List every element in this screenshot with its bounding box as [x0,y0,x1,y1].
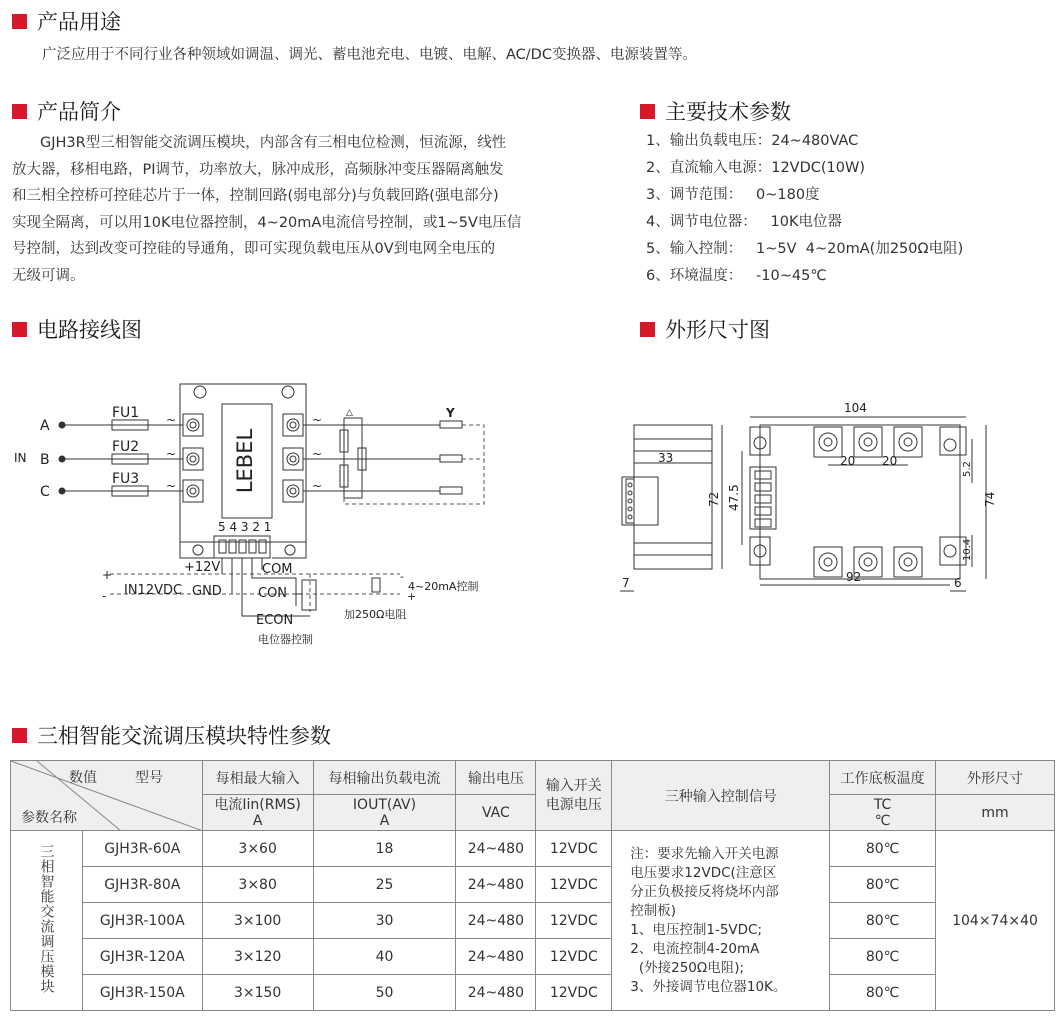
table-row: 三相智能交流调压模块 GJH3R-60A 3×60 18 24~480 12VDC 注：要求先输入开关电源 电压要求12VDC(注意区 分正负极接反将烧坏内部 控制板) 1、电压控制1-5VDC; 2、电流控制4-20mA (外接250Ω电阻); 3、外接调节电位器10K。 80℃ 104×74×40 [11,831,1055,867]
dim-20b: 20 [882,454,898,468]
header-iout: 每相输出负载电流 [313,761,456,795]
ma-control-label: 4~20mA控制 [408,580,479,593]
dim-6: 6 [954,576,962,590]
svg-text:-: - [102,589,107,603]
header-iout-unit: IOUT(AV) A [313,795,456,831]
header-vout-unit: VAC [456,795,536,831]
dim-104: 104 [844,401,867,415]
dim-72: 72 [707,491,721,507]
spec-item: 2、直流输入电源：12VDC(10W) [646,160,865,176]
usage-text: 广泛应用于不同行业各种领域如调温、调光、蓄电池充电、电镀、电解、AC/DC变换器、电源装置等。 [42,47,697,63]
size-cell: 104×74×40 [936,831,1055,1011]
gnd-label: GND [192,584,222,599]
fuse1-label: FU1 [112,405,140,421]
resistor-label: 加250Ω电阻 [344,608,407,621]
header-vout: 输出电压 [456,761,536,795]
phase-c-label: C [40,484,50,500]
pot-label: 电位器控制 [258,633,313,646]
header-control: 三种输入控制信号 [612,761,830,831]
p12v-label: +12V [184,560,221,575]
table-row: GJH3R-150A 3×150 50 24~480 12VDC 80℃ [11,975,1055,1011]
dim-20a: 20 [840,454,856,468]
header-temp: 工作底板温度 [830,761,936,795]
header-size: 外形尺寸 [936,761,1055,795]
con-label: CON [258,586,288,601]
pin-numbers: 5 4 3 2 1 [218,520,272,534]
com-label: COM [262,562,293,577]
red-square-icon [640,322,655,337]
red-square-icon [12,104,27,119]
control-note: 注：要求先输入开关电源 电压要求12VDC(注意区 分正负极接反将烧坏内部 控制板) 1、电压控制1-5VDC; 2、电流控制4-20mA (外接250Ω电阻); 3、外接调节电位器10K。 [612,831,830,1011]
spec-item: 4、调节电位器： 10K电位器 [646,214,843,230]
section-title-usage: 产品用途 [12,6,121,36]
intro-text: GJH3R型三相智能交流调压模块，内部含有三相电位检测，恒流源，线性 放大器，移相电路，PI调节，功率放大，脉冲成形，高频脉冲变压器隔离触发 和三相全控桥可控硅芯片于一体，控制回路(弱电部分)与负载回路(强电部分) 实现全隔离，可以用10K电位器控制，4~20mA电流信号控制，或1~5V电压信 号控制，达到改变可控硅的导通角，即可实现负载电压从0V到电网全电压的 无级可调。 [12,135,522,284]
dim-5-2: 5.2 [962,461,973,477]
svg-text:~: ~ [312,447,323,461]
params-table [10,760,1055,1011]
group-label-cell: 三相智能交流调压模块 [11,831,83,1011]
in12vdc-label: IN12VDC [124,583,183,598]
in-label: IN [14,451,27,465]
dim-47-5: 47.5 [727,484,741,511]
header-vin: 输入开关电源电压 [536,761,612,831]
table-row: GJH3R-100A 3×100 30 24~480 12VDC 80℃ [11,903,1055,939]
spec-item: 1、输出负载电压：24~480VAC [646,133,859,149]
spec-item: 3、调节范围： 0~180度 [646,187,820,203]
header-diagonal-cell [11,761,203,831]
specs-list [646,128,963,290]
spec-item: 5、输入控制： 1~5V 4~20mA(加250Ω电阻) [646,241,964,257]
brand-label: LEBEL [233,428,257,494]
section-title-table: 三相智能交流调压模块特性参数 [12,720,331,750]
svg-text:~: ~ [312,413,323,427]
section-title-specs: 主要技术参数 [640,96,791,126]
dim-92: 92 [846,570,862,584]
fuse2-label: FU2 [112,439,140,455]
red-square-icon [12,728,27,743]
red-square-icon [640,104,655,119]
svg-text:+: + [102,568,113,582]
header-iin-unit: 电流Iin(RMS) A [202,795,313,831]
table-row: GJH3R-120A 3×120 40 24~480 12VDC 80℃ [11,939,1055,975]
header-value: 数值 [69,770,97,786]
svg-text:~: ~ [166,413,177,427]
wiring-diagram [0,370,500,660]
spec-item: 6、环境温度： -10~45℃ [646,268,827,284]
red-square-icon [12,14,27,29]
dim-7: 7 [622,576,630,590]
header-size-unit: mm [936,795,1055,831]
svg-text:~: ~ [166,447,177,461]
header-param: 参数名称 [21,810,77,826]
econ-label: ECON [256,613,294,628]
header-temp-unit: TC ℃ [830,795,936,831]
table-row: GJH3R-80A 3×80 25 24~480 12VDC 80℃ [11,867,1055,903]
header-model: 型号 [135,770,163,786]
dim-33: 33 [658,451,674,465]
phase-b-label: B [40,452,50,468]
svg-text:~: ~ [166,479,177,493]
dim-10-4: 10.4 [962,538,973,561]
dim-74: 74 [983,491,997,507]
fuse3-label: FU3 [112,471,140,487]
delta-label: △ [346,408,353,418]
y-label: Y [446,406,455,420]
section-title-dims: 外形尺寸图 [640,314,770,344]
header-iin: 每相最大输入 [202,761,313,795]
section-title-wiring: 电路接线图 [12,314,142,344]
svg-text:~: ~ [312,479,323,493]
svg-text:-: - [400,570,404,583]
svg-text:+: + [407,590,417,603]
dimension-drawing [600,395,1020,605]
section-title-intro: 产品简介 [12,96,121,126]
phase-a-label: A [40,418,50,434]
red-square-icon [12,322,27,337]
